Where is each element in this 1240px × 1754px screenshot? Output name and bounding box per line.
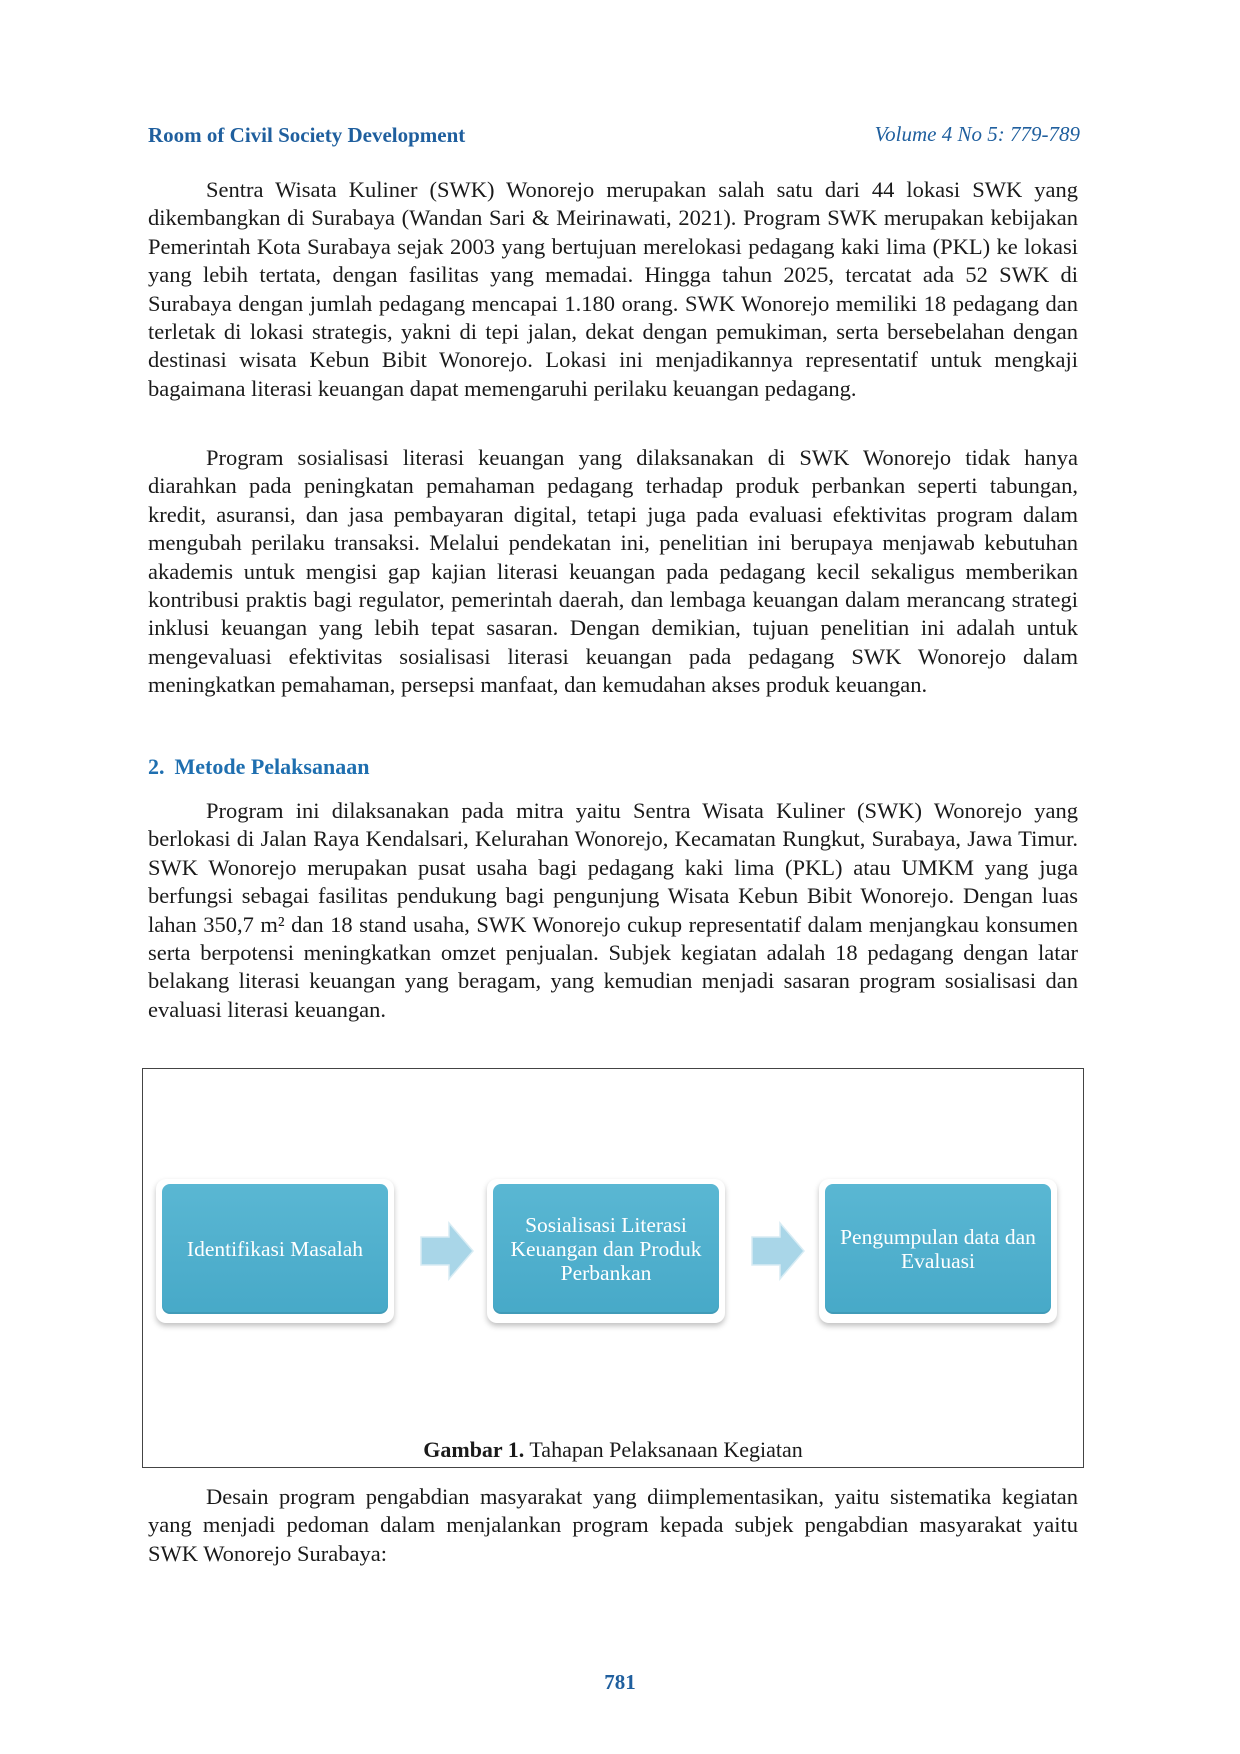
section-number: 2. <box>148 754 165 779</box>
intro-section <box>148 176 1078 403</box>
method-section <box>148 797 1078 1024</box>
section-heading-metode <box>148 754 369 780</box>
volume-info: Volume 4 No 5: 779-789 <box>874 122 1080 146</box>
caption-label: Gambar 1. <box>423 1437 525 1462</box>
paragraph-program-design: Desain program pengabdian masyarakat yang diimplementasikan, yaitu sistematika kegiatan yang menjadi pedoman dalam menjalankan program kepada subjek pengabdian masyarakat yaitu SWK Wonorejo Surabaya: <box>148 1484 1078 1566</box>
objective-section <box>148 444 1078 700</box>
arrow-right-icon <box>750 1219 806 1283</box>
step-box-3 <box>819 1179 1057 1323</box>
step-box-2 <box>487 1179 725 1323</box>
closing-section <box>148 1483 1078 1568</box>
step-label-2: Sosialisasi Literasi Keuangan dan Produk Perbankan <box>493 1184 719 1314</box>
arrow-right-icon <box>419 1219 475 1283</box>
step-label-3: Pengumpulan data dan Evaluasi <box>825 1184 1051 1314</box>
step-box-1 <box>156 1179 394 1323</box>
paragraph-program-objective: Program sosialisasi literasi keuangan yang dilaksanakan di SWK Wonorejo tidak hanya diarahkan pada peningkatan pemahaman pedagang terhadap produk perbankan seperti tabungan, kredit, asuransi, dan jasa pembayaran digital, tetapi juga pada evaluasi efektivitas program dalam mengubah perilaku transaksi. Melalui pendekatan ini, penelitian ini berupaya menjawab kebutuhan akademis untuk mengisi gap kajian literasi keuangan pada pedagang kecil sekaligus memberikan kontribusi praktis bagi regulator, pemerintah daerah, dan lembaga keuangan dalam merancang strategi inklusi keuangan yang lebih tepat sasaran. Dengan demikian, tujuan penelitian ini adalah untuk mengevaluasi efektivitas sosialisasi literasi keuangan pada pedagang SWK Wonorejo dalam meningkatkan pemahaman, persepsi manfaat, dan kemudahan akses produk keuangan. <box>148 445 1078 698</box>
figure-1 <box>142 1068 1084 1468</box>
journal-title: Room of Civil Society Development <box>148 123 466 147</box>
figure-caption <box>143 1437 1083 1463</box>
caption-text: Tahapan Pelaksanaan Kegiatan <box>524 1437 803 1462</box>
section-title: Metode Pelaksanaan <box>174 754 370 779</box>
paragraph-swk-background: Sentra Wisata Kuliner (SWK) Wonorejo merupakan salah satu dari 44 lokasi SWK yang dikembangkan di Surabaya (Wandan Sari & Meirinawati, 2021). Program SWK merupakan kebijakan Pemerintah Kota Surabaya sejak 2003 yang bertujuan merelokasi pedagang kaki lima (PKL) ke lokasi yang lebih tertata, dengan fasilitas yang memadai. Hingga tahun 2025, tercatat ada 52 SWK di Surabaya dengan jumlah pedagang mencapai 1.180 orang. SWK Wonorejo memiliki 18 pedagang dan terletak di lokasi strategis, yakni di tepi jalan, dekat dengan pemukiman, serta bersebelahan dengan destinasi wisata Kebun Bibit Wonorejo. Lokasi ini menjadikannya representatif untuk mengkaji bagaimana literasi keuangan dapat memengaruhi perilaku keuangan pedagang. <box>148 177 1078 401</box>
paragraph-method: Program ini dilaksanakan pada mitra yaitu Sentra Wisata Kuliner (SWK) Wonorejo yang berlokasi di Jalan Raya Kendalsari, Kelurahan Wonorejo, Kecamatan Rungkut, Surabaya, Jawa Timur. SWK Wonorejo merupakan pusat usaha bagi pedagang kaki lima (PKL) atau UMKM yang juga berfungsi sebagai fasilitas pendukung bagi pengunjung Wisata Kebun Bibit Wonorejo. Dengan luas lahan 350,7 m² dan 18 stand usaha, SWK Wonorejo cukup representatif dalam menjangkau konsumen serta berpotensi meningkatkan omzet penjualan. Subjek kegiatan adalah 18 pedagang dengan latar belakang literasi keuangan yang beragam, yang kemudian menjadi sasaran program sosialisasi dan evaluasi literasi keuangan. <box>148 798 1078 1022</box>
step-label-1: Identifikasi Masalah <box>162 1184 388 1314</box>
page-number: 781 <box>604 1670 636 1694</box>
